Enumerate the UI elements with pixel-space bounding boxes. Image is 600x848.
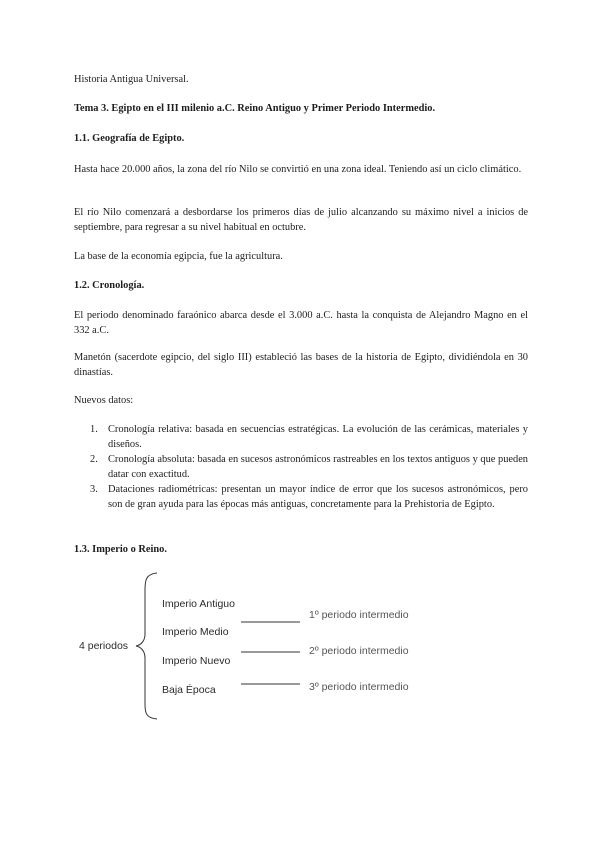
section-heading-imperio: 1.3. Imperio o Reino. (74, 544, 167, 555)
curly-brace (136, 573, 157, 719)
list-item: 2. Cronología absoluta: basada en sucesos astronómicos rastreables en los textos antiguos y que pueden datar con exactitud. (90, 454, 528, 480)
section-heading-geografia: 1.1. Geografía de Egipto. (74, 133, 185, 144)
period-label: Imperio Antiguo (162, 598, 235, 610)
list-item: 1. Cronología relativa: basada en secuencias estratégicas. La evolución de las cerámicas, materiales y diseños. (90, 424, 528, 450)
paragraph: La base de la economía egipcia, fue la agricultura. (74, 251, 283, 262)
period-label: Imperio Medio (162, 626, 229, 638)
paragraph: Nuevos datos: (74, 395, 134, 406)
intermediate-label: 1º periodo intermedio (309, 609, 409, 621)
paragraph: El río Nilo comenzará a desbordarse los primeros días de julio alcanzando su máximo nivel a inicios de septiembre, para regresar a su nivel habitual en octubre. (74, 207, 528, 233)
period-label: Imperio Nuevo (162, 655, 231, 667)
diagram-root-label: 4 periodos (79, 640, 129, 652)
period-label: Baja Época (162, 684, 216, 696)
paragraph: Hasta hace 20.000 años, la zona del río Nilo se convirtió en una zona ideal. Teniendo así un ciclo climático. (74, 164, 522, 175)
paragraph: El periodo denominado faraónico abarca desde el 3.000 a.C. hasta la conquista de Alejandro Magno en el 332 a.C. (74, 310, 528, 336)
document-header: Historia Antigua Universal. (74, 74, 189, 85)
document-title: Tema 3. Egipto en el III milenio a.C. Reino Antiguo y Primer Periodo Intermedio. (74, 103, 436, 114)
list-item: 3. Dataciones radiométricas: presentan un mayor índice de error que los sucesos astronómicos, pero son de gran ayuda para las épocas más antiguas, concretamente para la Prehistoria de Egipto. (90, 484, 528, 510)
new-data-list (74, 423, 528, 514)
paragraph: Manetón (sacerdote egipcio, del siglo III) estableció las bases de la historia de Egipto, dividiéndola en 30 dinastías. (74, 352, 528, 378)
intermediate-label: 2º periodo intermedio (309, 645, 409, 657)
intermediate-label: 3º periodo intermedio (309, 681, 409, 693)
section-heading-cronologia: 1.2. Cronología. (74, 280, 145, 291)
